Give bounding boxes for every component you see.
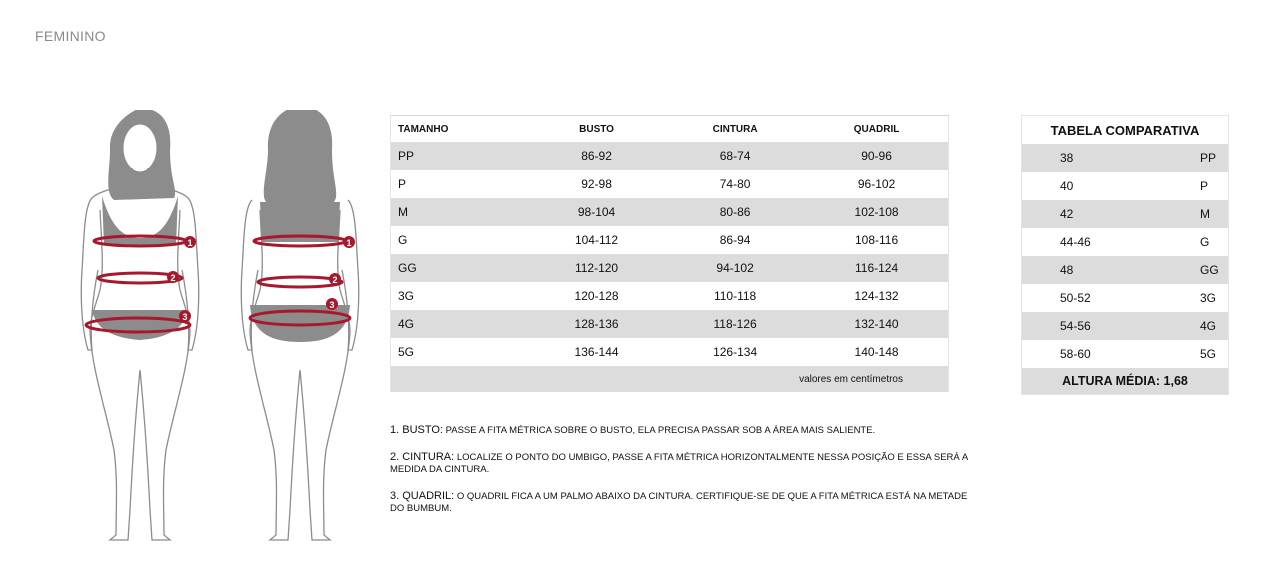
header-tamanho: TAMANHO	[391, 116, 529, 143]
marker-1-back: 1	[346, 238, 352, 248]
average-height-row	[1022, 368, 1229, 395]
table-row: GG 112-120 94-102 116-124	[391, 254, 949, 282]
header-busto: BUSTO	[528, 116, 665, 143]
table-row: 48 GG	[1022, 256, 1229, 284]
table-row: 3G 120-128 110-118 124-132	[398, 289, 899, 303]
table-row: 54-56 4G	[1022, 312, 1229, 340]
table-note: valores em centímetros	[391, 366, 949, 392]
marker-3: 3	[182, 312, 188, 322]
marker-2: 2	[170, 273, 176, 283]
instruction-quadril: 3. QUADRIL: O QUADRIL FICA A UM PALMO ABAIXO DA CINTURA. CERTIFIQUE-SE DE QUE A FITA MÉTRICA ESTÁ NA METADE DO BUMBUM.	[390, 490, 968, 514]
table-row: P 92-98 74-80 96-102	[398, 177, 896, 191]
size-table-header	[391, 116, 949, 143]
table-row: M 98-104 80-86 102-108	[391, 198, 949, 226]
body-measurement-illustration	[70, 110, 370, 550]
comparative-title: TABELA COMPARATIVA	[1050, 122, 1200, 138]
instruction-cintura: 2. CINTURA: LOCALIZE O PONTO DO UMBIGO, PASSE A FITA MÉTRICA HORIZONTALMENTE NESSA POSIÇÃO E ESSA SERÁ A MEDIDA DA CINTURA.	[390, 451, 968, 475]
header-cintura: CINTURA	[665, 116, 805, 143]
table-row: PP 86-92 68-74 90-96	[391, 142, 949, 170]
table-row: 44-46 G	[1060, 235, 1210, 249]
table-row: 40 P	[1060, 179, 1209, 193]
table-row: 50-52 3G	[1060, 291, 1217, 305]
comparative-table	[1021, 115, 1229, 395]
instruction-busto: 1. BUSTO: PASSE A FITA MÉTRICA SOBRE O BUSTO, ELA PRECISA PASSAR SOB A ÁREA MAIS SALIENTE.	[390, 424, 876, 436]
front-figure	[81, 110, 199, 540]
size-table	[390, 115, 949, 392]
marker-1: 1	[187, 238, 193, 248]
table-note-row	[391, 366, 949, 392]
header-quadril: QUADRIL	[805, 116, 948, 143]
table-row: 4G 128-136 118-126 132-140	[391, 310, 949, 338]
section-title: FEMININO	[35, 28, 106, 44]
measurement-instructions	[390, 424, 970, 529]
marker-2-back: 2	[332, 275, 338, 285]
table-row: G 104-112 86-94 108-116	[398, 233, 899, 247]
back-figure	[241, 110, 359, 540]
table-row: 5G 136-144 126-134 140-148	[398, 345, 899, 359]
table-row: 58-60 5G	[1060, 347, 1217, 361]
average-height: ALTURA MÉDIA: 1,68	[1022, 368, 1229, 395]
table-row: 42 M	[1022, 200, 1229, 228]
table-row: 38 PP	[1022, 144, 1229, 172]
marker-3-back: 3	[329, 300, 335, 310]
